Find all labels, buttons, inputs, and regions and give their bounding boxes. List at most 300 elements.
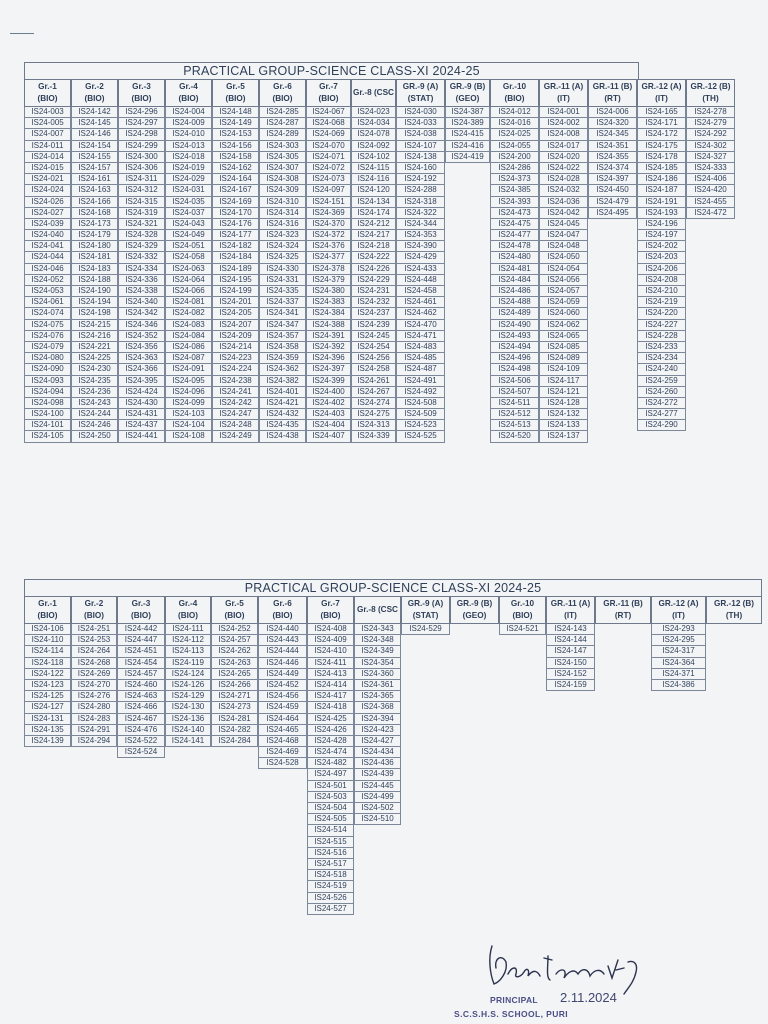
roll-number-cell: IS24-417 — [307, 691, 354, 702]
roll-number-cell: IS24-008 — [539, 129, 588, 140]
roll-number-cell: IS24-324 — [259, 241, 306, 252]
roll-number-cell: IS24-111 — [165, 624, 211, 635]
roll-number-cell: IS24-166 — [71, 197, 118, 208]
column-header-label: Gr.-3 — [131, 599, 151, 608]
roll-number-cell: IS24-409 — [307, 635, 354, 646]
roll-number-cell: IS24-506 — [490, 376, 539, 387]
column-header-sub: (IT) — [655, 94, 668, 103]
roll-number-cell: IS24-191 — [637, 197, 686, 208]
roll-number-cell: IS24-373 — [490, 174, 539, 185]
column-header — [706, 596, 762, 624]
roll-number-cell: IS24-404 — [306, 420, 351, 431]
column-header — [24, 596, 71, 624]
roll-number-cell: IS24-054 — [539, 264, 588, 275]
roll-number-cell: IS24-378 — [306, 264, 351, 275]
roll-number-cell: IS24-043 — [165, 219, 212, 230]
roll-number-cell: IS24-256 — [351, 353, 396, 364]
roll-number-cell: IS24-361 — [354, 680, 401, 691]
roll-number-cell: IS24-137 — [539, 431, 588, 442]
roll-number-cell: IS24-203 — [637, 252, 686, 263]
roll-number-cell: IS24-195 — [212, 275, 259, 286]
roll-number-cell: IS24-199 — [212, 286, 259, 297]
roll-number-cell: IS24-438 — [259, 431, 306, 442]
roll-number-cell: IS24-395 — [118, 376, 165, 387]
roll-number-cell: IS24-200 — [490, 152, 539, 163]
roll-number-cell: IS24-366 — [118, 364, 165, 375]
column-header — [117, 596, 165, 624]
roll-number-cell: IS24-389 — [445, 118, 490, 129]
roll-number-cell: IS24-223 — [212, 353, 259, 364]
roll-number-cell: IS24-524 — [117, 747, 165, 758]
roll-number-cell: IS24-277 — [637, 409, 686, 420]
roll-number-cell: IS24-182 — [212, 241, 259, 252]
roll-number-cell: IS24-403 — [306, 409, 351, 420]
roll-number-cell: IS24-482 — [307, 758, 354, 769]
roll-number-cell: IS24-402 — [306, 398, 351, 409]
roll-number-cell: IS24-323 — [259, 230, 306, 241]
column-header-label: Gr.-7 — [319, 82, 338, 91]
roll-number-cell: IS24-377 — [306, 252, 351, 263]
roll-number-cell: IS24-450 — [588, 185, 637, 196]
roll-number-cell: IS24-078 — [351, 129, 396, 140]
roll-number-cell: IS24-122 — [24, 669, 71, 680]
roll-number-cell: IS24-426 — [307, 725, 354, 736]
column-header-sub: (BIO) — [225, 94, 246, 103]
roll-number-cell: IS24-057 — [539, 286, 588, 297]
roll-number-cell: IS24-419 — [445, 152, 490, 163]
roll-number-cell: IS24-162 — [212, 163, 259, 174]
roll-number-cell: IS24-363 — [118, 353, 165, 364]
roll-number-cell: IS24-016 — [490, 118, 539, 129]
roll-number-cell: IS24-042 — [539, 208, 588, 219]
roll-number-cell: IS24-504 — [307, 803, 354, 814]
roll-number-cell: IS24-513 — [490, 420, 539, 431]
roll-number-cell: IS24-189 — [212, 264, 259, 275]
roll-number-cell: IS24-086 — [165, 342, 212, 353]
roll-number-cell: IS24-489 — [490, 308, 539, 319]
column-header-sub: (BIO) — [37, 611, 58, 620]
roll-number-cell: IS24-509 — [396, 409, 445, 420]
roll-number-cell: IS24-391 — [306, 331, 351, 342]
group-column — [499, 596, 546, 635]
roll-number-cell: IS24-214 — [212, 342, 259, 353]
roll-number-cell: IS24-178 — [637, 152, 686, 163]
roll-number-cell: IS24-065 — [539, 331, 588, 342]
roll-number-cell: IS24-443 — [258, 635, 307, 646]
column-header-sub: (BIO) — [83, 611, 104, 620]
roll-number-cell: IS24-528 — [258, 758, 307, 769]
column-header-label: Gr.-4 — [178, 599, 198, 608]
roll-number-cell: IS24-429 — [396, 252, 445, 263]
roll-number-cell: IS24-431 — [118, 409, 165, 420]
roll-number-cell: IS24-355 — [588, 152, 637, 163]
roll-number-cell: IS24-232 — [351, 297, 396, 308]
roll-number-cell: IS24-328 — [118, 230, 165, 241]
roll-number-cell: IS24-379 — [306, 275, 351, 286]
roll-number-cell: IS24-257 — [211, 635, 258, 646]
roll-number-cell: IS24-437 — [118, 420, 165, 431]
roll-number-cell: IS24-242 — [212, 398, 259, 409]
roll-number-cell: IS24-280 — [71, 702, 117, 713]
roll-number-cell: IS24-330 — [259, 264, 306, 275]
column-header — [259, 79, 306, 107]
roll-number-cell: IS24-098 — [24, 398, 71, 409]
roll-number-cell: IS24-446 — [258, 658, 307, 669]
roll-number-cell: IS24-164 — [212, 174, 259, 185]
group-column — [117, 596, 165, 758]
roll-number-cell: IS24-038 — [396, 129, 445, 140]
roll-number-cell: IS24-072 — [306, 163, 351, 174]
roll-number-cell: IS24-445 — [354, 781, 401, 792]
roll-number-cell: IS24-286 — [490, 163, 539, 174]
roll-number-cell: IS24-332 — [118, 252, 165, 263]
roll-number-cell: IS24-374 — [588, 163, 637, 174]
group-column — [165, 79, 212, 443]
roll-number-cell: IS24-173 — [71, 219, 118, 230]
roll-number-cell: IS24-345 — [588, 129, 637, 140]
column-header-label: GR.-12 (B) — [690, 82, 731, 91]
roll-number-cell: IS24-407 — [306, 431, 351, 442]
roll-number-cell: IS24-180 — [71, 241, 118, 252]
roll-number-cell: IS24-221 — [71, 342, 118, 353]
roll-number-cell: IS24-369 — [306, 208, 351, 219]
roll-number-cell: IS24-262 — [211, 646, 258, 657]
roll-number-cell: IS24-093 — [24, 376, 71, 387]
roll-number-cell: IS24-356 — [118, 342, 165, 353]
roll-number-cell: IS24-469 — [258, 747, 307, 758]
column-header — [165, 79, 212, 107]
roll-number-cell: IS24-394 — [354, 714, 401, 725]
column-header-label: GR.-9 (A) — [407, 599, 444, 608]
roll-number-cell: IS24-325 — [259, 252, 306, 263]
roll-number-cell: IS24-516 — [307, 848, 354, 859]
roll-number-cell: IS24-123 — [24, 680, 71, 691]
roll-number-cell: IS24-424 — [118, 387, 165, 398]
group-column — [258, 596, 307, 769]
roll-number-cell: IS24-302 — [686, 141, 735, 152]
roll-number-cell: IS24-238 — [212, 376, 259, 387]
column-header-sub: (IT) — [564, 611, 577, 620]
roll-number-cell: IS24-049 — [165, 230, 212, 241]
roll-number-cell: IS24-430 — [118, 398, 165, 409]
roll-number-cell: IS24-266 — [211, 680, 258, 691]
column-header-sub: (BIO) — [178, 94, 199, 103]
group-column — [595, 596, 651, 624]
column-header — [490, 79, 539, 107]
roll-number-cell: IS24-025 — [490, 129, 539, 140]
column-header — [71, 596, 117, 624]
roll-number-cell: IS24-046 — [24, 264, 71, 275]
column-header-label: GR.-11 (A) — [543, 82, 584, 91]
roll-number-cell: IS24-459 — [258, 702, 307, 713]
roll-number-cell: IS24-296 — [118, 107, 165, 118]
group-column — [637, 79, 686, 431]
roll-number-cell: IS24-158 — [212, 152, 259, 163]
roll-number-cell: IS24-219 — [637, 297, 686, 308]
column-header-label: Gr.-5 — [225, 599, 244, 608]
roll-number-cell: IS24-007 — [24, 129, 71, 140]
column-header — [588, 79, 637, 107]
roll-number-cell: IS24-003 — [24, 107, 71, 118]
roll-number-cell: IS24-299 — [118, 141, 165, 152]
column-header-label: Gr.-4 — [179, 82, 198, 91]
school-stamp: S.C.S.H.S. SCHOOL, PURI — [454, 1009, 569, 1019]
roll-number-cell: IS24-478 — [490, 241, 539, 252]
roll-number-cell: IS24-392 — [306, 342, 351, 353]
roll-number-cell: IS24-149 — [212, 118, 259, 129]
roll-number-cell: IS24-406 — [686, 174, 735, 185]
column-header-label: GR.-9 (A) — [402, 82, 439, 91]
roll-number-cell: IS24-447 — [117, 635, 165, 646]
column-header — [354, 596, 401, 624]
roll-number-cell: IS24-035 — [165, 197, 212, 208]
roll-number-cell: IS24-353 — [396, 230, 445, 241]
roll-number-cell: IS24-021 — [24, 174, 71, 185]
roll-number-cell: IS24-393 — [490, 197, 539, 208]
column-header-sub: (BIO) — [130, 611, 151, 620]
roll-number-cell: IS24-240 — [637, 364, 686, 375]
roll-number-cell: IS24-321 — [118, 219, 165, 230]
roll-number-cell: IS24-462 — [396, 308, 445, 319]
roll-number-cell: IS24-005 — [24, 118, 71, 129]
roll-number-cell: IS24-352 — [118, 331, 165, 342]
roll-number-cell: IS24-368 — [354, 702, 401, 713]
roll-number-cell: IS24-473 — [490, 208, 539, 219]
roll-number-cell: IS24-339 — [351, 431, 396, 442]
roll-number-cell: IS24-116 — [351, 174, 396, 185]
roll-number-cell: IS24-303 — [259, 141, 306, 152]
column-header — [258, 596, 307, 624]
roll-number-cell: IS24-249 — [212, 431, 259, 442]
column-header — [546, 596, 595, 624]
column-header-sub: (TH) — [702, 94, 719, 103]
roll-number-cell: IS24-181 — [71, 252, 118, 263]
roll-number-cell: IS24-436 — [354, 758, 401, 769]
roll-number-cell: IS24-382 — [259, 376, 306, 387]
roll-number-cell: IS24-060 — [539, 308, 588, 319]
roll-number-cell: IS24-526 — [307, 893, 354, 904]
roll-number-cell: IS24-385 — [490, 185, 539, 196]
column-header — [686, 79, 735, 107]
roll-number-cell: IS24-318 — [396, 197, 445, 208]
designation-stamp: PRINCIPAL — [490, 995, 538, 1005]
roll-number-cell: IS24-075 — [24, 320, 71, 331]
roll-number-cell: IS24-020 — [539, 152, 588, 163]
roll-number-cell: IS24-271 — [211, 691, 258, 702]
roll-number-cell: IS24-193 — [637, 208, 686, 219]
roll-number-cell: IS24-515 — [307, 837, 354, 848]
group-column — [706, 596, 762, 624]
roll-number-cell: IS24-518 — [307, 870, 354, 881]
roll-number-cell: IS24-465 — [258, 725, 307, 736]
column-header-label: GR.-9 (B) — [456, 599, 493, 608]
roll-number-cell: IS24-421 — [259, 398, 306, 409]
roll-number-cell: IS24-264 — [71, 646, 117, 657]
roll-number-cell: IS24-001 — [539, 107, 588, 118]
roll-number-cell: IS24-140 — [165, 725, 211, 736]
roll-number-cell: IS24-468 — [258, 736, 307, 747]
roll-number-cell: IS24-461 — [396, 297, 445, 308]
roll-number-cell: IS24-464 — [258, 714, 307, 725]
roll-number-cell: IS24-128 — [539, 398, 588, 409]
roll-number-cell: IS24-484 — [490, 275, 539, 286]
roll-number-cell: IS24-113 — [165, 646, 211, 657]
roll-number-cell: IS24-130 — [165, 702, 211, 713]
roll-number-cell: IS24-237 — [351, 308, 396, 319]
roll-number-cell: IS24-034 — [351, 118, 396, 129]
roll-number-cell: IS24-359 — [259, 353, 306, 364]
principal-signature — [478, 938, 678, 998]
roll-number-cell: IS24-265 — [211, 669, 258, 680]
roll-number-cell: IS24-079 — [24, 342, 71, 353]
roll-number-cell: IS24-073 — [306, 174, 351, 185]
roll-number-cell: IS24-084 — [165, 331, 212, 342]
roll-number-cell: IS24-114 — [24, 646, 71, 657]
roll-number-cell: IS24-167 — [212, 185, 259, 196]
column-header-sub: (BIO) — [177, 611, 198, 620]
roll-number-cell: IS24-115 — [351, 163, 396, 174]
roll-number-cell: IS24-063 — [165, 264, 212, 275]
roll-number-cell: IS24-207 — [212, 320, 259, 331]
roll-number-cell: IS24-380 — [306, 286, 351, 297]
roll-number-cell: IS24-441 — [118, 431, 165, 442]
roll-number-cell: IS24-456 — [258, 691, 307, 702]
roll-number-cell: IS24-179 — [71, 230, 118, 241]
roll-number-cell: IS24-400 — [306, 387, 351, 398]
roll-number-cell: IS24-295 — [651, 635, 706, 646]
roll-number-cell: IS24-470 — [396, 320, 445, 331]
roll-number-cell: IS24-411 — [307, 658, 354, 669]
roll-number-cell: IS24-184 — [212, 252, 259, 263]
roll-number-cell: IS24-435 — [259, 420, 306, 431]
roll-number-cell: IS24-432 — [259, 409, 306, 420]
roll-number-cell: IS24-051 — [165, 241, 212, 252]
roll-number-cell: IS24-105 — [24, 431, 71, 442]
roll-number-cell: IS24-048 — [539, 241, 588, 252]
roll-number-cell: IS24-451 — [117, 646, 165, 657]
roll-number-cell: IS24-386 — [651, 680, 706, 691]
roll-number-cell: IS24-283 — [71, 714, 117, 725]
roll-number-cell: IS24-096 — [165, 387, 212, 398]
roll-number-cell: IS24-433 — [396, 264, 445, 275]
roll-number-cell: IS24-308 — [259, 174, 306, 185]
roll-number-cell: IS24-244 — [71, 409, 118, 420]
roll-number-cell: IS24-080 — [24, 353, 71, 364]
roll-number-cell: IS24-413 — [307, 669, 354, 680]
roll-number-cell: IS24-125 — [24, 691, 71, 702]
roll-number-cell: IS24-228 — [637, 331, 686, 342]
roll-number-cell: IS24-019 — [165, 163, 212, 174]
column-header — [118, 79, 165, 107]
roll-number-cell: IS24-041 — [24, 241, 71, 252]
roll-number-cell: IS24-062 — [539, 320, 588, 331]
group-column — [686, 79, 735, 219]
roll-number-cell: IS24-476 — [117, 725, 165, 736]
roll-number-cell: IS24-011 — [24, 141, 71, 152]
roll-number-cell: IS24-497 — [307, 769, 354, 780]
roll-number-cell: IS24-227 — [637, 320, 686, 331]
roll-number-cell: IS24-261 — [351, 376, 396, 387]
roll-number-cell: IS24-307 — [259, 163, 306, 174]
group-column — [445, 79, 490, 163]
roll-number-cell: IS24-198 — [71, 308, 118, 319]
group-column — [24, 596, 71, 747]
roll-number-cell: IS24-251 — [71, 624, 117, 635]
roll-number-cell: IS24-349 — [354, 646, 401, 657]
roll-number-cell: IS24-483 — [396, 342, 445, 353]
column-header-label: Gr.-10 — [510, 599, 535, 608]
roll-number-cell: IS24-529 — [401, 624, 450, 635]
column-header-sub: (IT) — [557, 94, 570, 103]
roll-number-cell: IS24-142 — [71, 107, 118, 118]
roll-number-cell: IS24-215 — [71, 320, 118, 331]
roll-number-cell: IS24-147 — [546, 646, 595, 657]
roll-number-cell: IS24-112 — [165, 635, 211, 646]
column-header-sub: (IT) — [672, 611, 685, 620]
roll-number-cell: IS24-455 — [686, 197, 735, 208]
roll-number-cell: IS24-485 — [396, 353, 445, 364]
roll-number-cell: IS24-502 — [354, 803, 401, 814]
group-column — [396, 79, 445, 443]
roll-number-cell: IS24-344 — [396, 219, 445, 230]
roll-number-cell: IS24-002 — [539, 118, 588, 129]
roll-number-cell: IS24-337 — [259, 297, 306, 308]
roll-number-cell: IS24-160 — [396, 163, 445, 174]
roll-number-cell: IS24-229 — [351, 275, 396, 286]
roll-number-cell: IS24-460 — [117, 680, 165, 691]
column-header — [539, 79, 588, 107]
roll-number-cell: IS24-475 — [490, 219, 539, 230]
group-column — [354, 596, 401, 825]
roll-number-cell: IS24-487 — [396, 364, 445, 375]
column-header-sub: (RT) — [604, 94, 621, 103]
roll-number-cell: IS24-029 — [165, 174, 212, 185]
roll-number-cell: IS24-384 — [306, 308, 351, 319]
roll-number-cell: IS24-281 — [211, 714, 258, 725]
roll-number-cell: IS24-329 — [118, 241, 165, 252]
roll-number-cell: IS24-050 — [539, 252, 588, 263]
column-header-sub: (GEO) — [462, 611, 487, 620]
column-header-sub: (BIO) — [272, 611, 293, 620]
roll-number-cell: IS24-463 — [117, 691, 165, 702]
group-column — [588, 79, 637, 219]
roll-number-cell: IS24-094 — [24, 387, 71, 398]
roll-number-cell: IS24-119 — [165, 658, 211, 669]
roll-number-cell: IS24-159 — [546, 680, 595, 691]
roll-number-cell: IS24-340 — [118, 297, 165, 308]
roll-number-cell: IS24-201 — [212, 297, 259, 308]
roll-number-cell: IS24-247 — [212, 409, 259, 420]
group-column — [539, 79, 588, 443]
roll-number-cell: IS24-351 — [588, 141, 637, 152]
roll-number-cell: IS24-254 — [351, 342, 396, 353]
roll-number-cell: IS24-171 — [637, 118, 686, 129]
roll-number-cell: IS24-354 — [354, 658, 401, 669]
roll-number-cell: IS24-305 — [259, 152, 306, 163]
roll-number-cell: IS24-012 — [490, 107, 539, 118]
column-header-label: GR.-12 (A) — [658, 599, 699, 608]
roll-number-cell: IS24-006 — [588, 107, 637, 118]
roll-number-cell: IS24-197 — [637, 230, 686, 241]
column-header-label: Gr.-8 (CSC — [357, 605, 398, 614]
column-header-sub: (GEO) — [455, 94, 480, 103]
group-column — [165, 596, 211, 747]
roll-number-cell: IS24-027 — [24, 208, 71, 219]
roll-number-cell: IS24-071 — [306, 152, 351, 163]
roll-number-cell: IS24-222 — [351, 252, 396, 263]
roll-number-cell: IS24-263 — [211, 658, 258, 669]
roll-number-cell: IS24-327 — [686, 152, 735, 163]
